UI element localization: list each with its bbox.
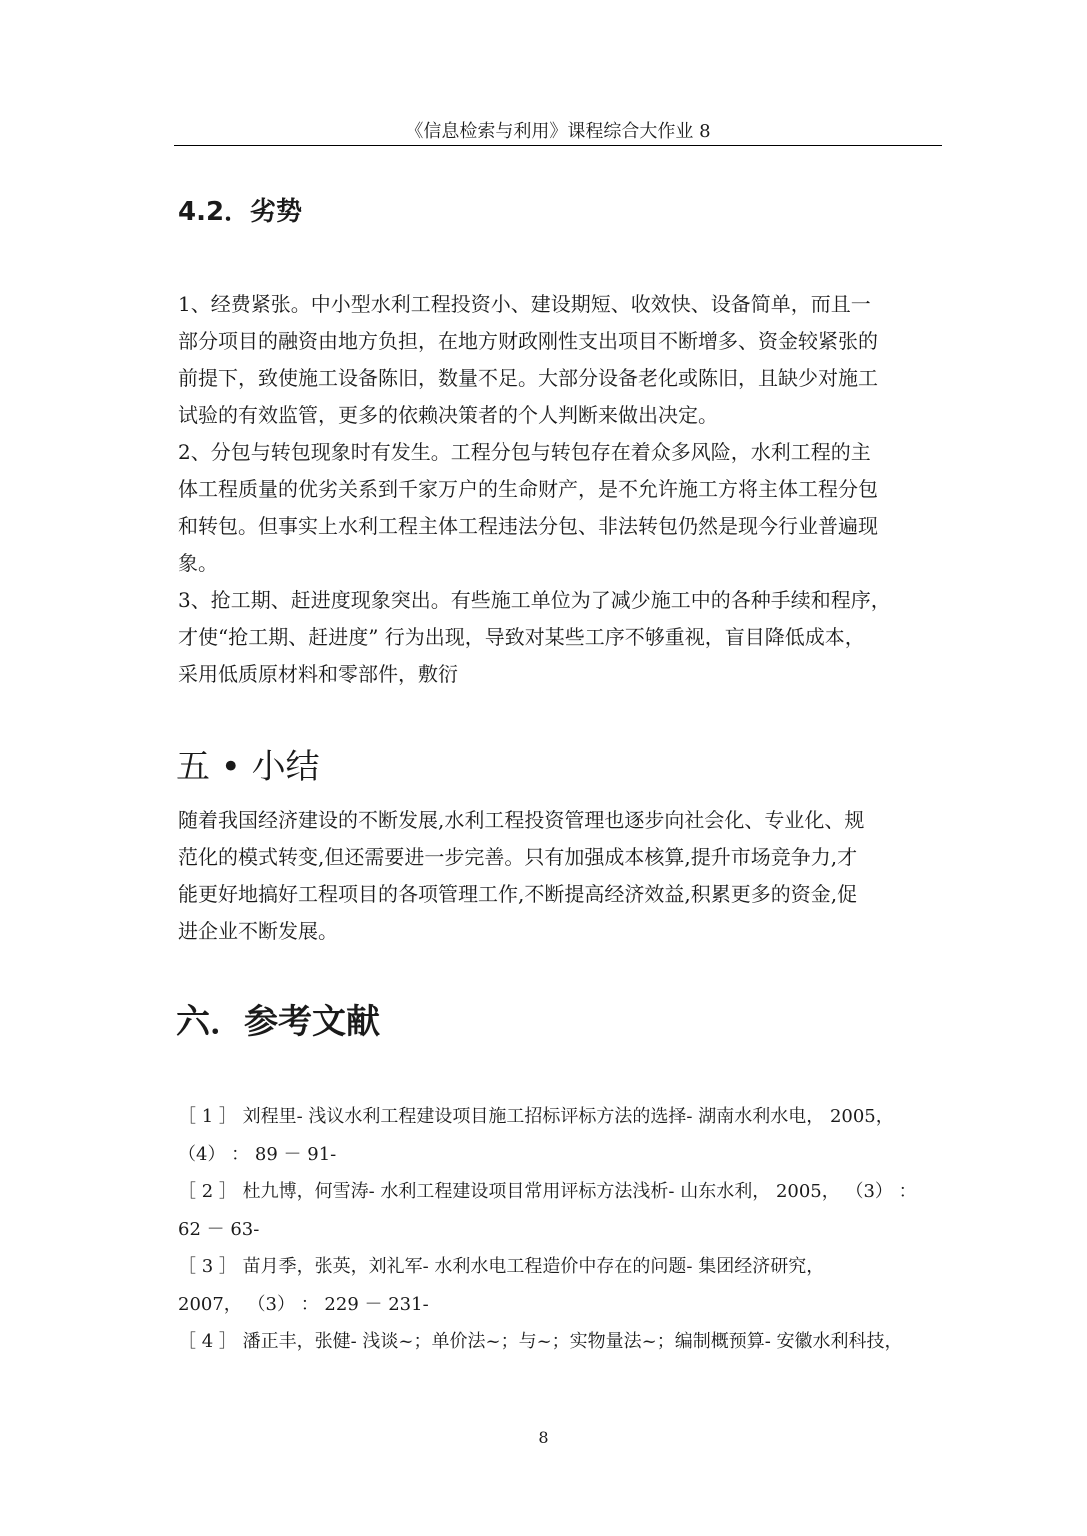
paragraph-1: 1、经费紧张。中小型水利工程投资小、建设期短、收效快、设备简单，而且一 部分项目的融资由地方负担，在地方财政刚性支出项目不断增多、资金较紧张的 前提下，致使施工设备陈旧，数量不足。大部分设备老化或陈旧，且缺少对施工 试验的有效监管，更多的依赖决策者的个人判断来做出决定。: [178, 292, 878, 427]
reference-item-1: ［ 1 ］ 刘程里- 浅议水利工程建设项目施工招标评标方法的选择- 湖南水利水电， 2005， （4） ： 89 － 91-: [178, 1106, 894, 1165]
page-number: 8: [538, 1428, 549, 1447]
reference-item-4: ［ 4 ］ 潘正丰，张健- 浅谈~；单价法~；与~；实物量法~；编制概预算- 安徽水利科技，: [178, 1331, 903, 1352]
section-4-2-heading: 4.2．劣势: [178, 197, 303, 227]
header-rule: [174, 145, 942, 146]
reference-list: [178, 1098, 978, 1361]
paragraph-3: 3、抢工期、赶进度现象突出。有些施工单位为了减少施工中的各种手续和程序， 才使“抢工期、赶进度” 行为出现，导致对某些工序不够重视，盲目降低成本， 采用低质原材料和零部件，敷衍: [178, 588, 891, 686]
summary-paragraph: 随着我国经济建设的不断发展,水利工程投资管理也逐步向社会化、专业化、规 范化的模式转变,但还需要进一步完善。只有加强成本核算,提升市场竞争力,才 能更好地搞好工程项目的各项管理工作,不断提高经济效益,积累更多的资金,促 进企业不断发展。: [178, 808, 865, 943]
section-5-body: [178, 802, 958, 950]
reference-item-3: ［ 3 ］ 苗月季，张英，刘礼军- 水利水电工程造价中存在的问题- 集团经济研究， 2007， （3） ： 229 － 231-: [178, 1256, 825, 1315]
page-header: 《信息检索与利用》课程综合大作业 8: [405, 121, 711, 142]
paragraph-2: 2、分包与转包现象时有发生。工程分包与转包存在着众多风险，水利工程的主 体工程质量的优劣关系到千家万户的生命财产，是不允许施工方将主体工程分包 和转包。但事实上水利工程主体工程违法分包、非法转包仍然是现今行业普遍现 象。: [178, 440, 878, 575]
section-5-heading: 五 • 小结: [176, 747, 320, 787]
reference-item-2: ［ 2 ］ 杜九博，何雪涛- 水利工程建设项目常用评标方法浅析- 山东水利， 2005， （3） ： 62 － 63-: [178, 1181, 917, 1240]
section-6-heading: 六．参考文献: [176, 1002, 380, 1042]
section-4-2-body: [178, 286, 958, 693]
